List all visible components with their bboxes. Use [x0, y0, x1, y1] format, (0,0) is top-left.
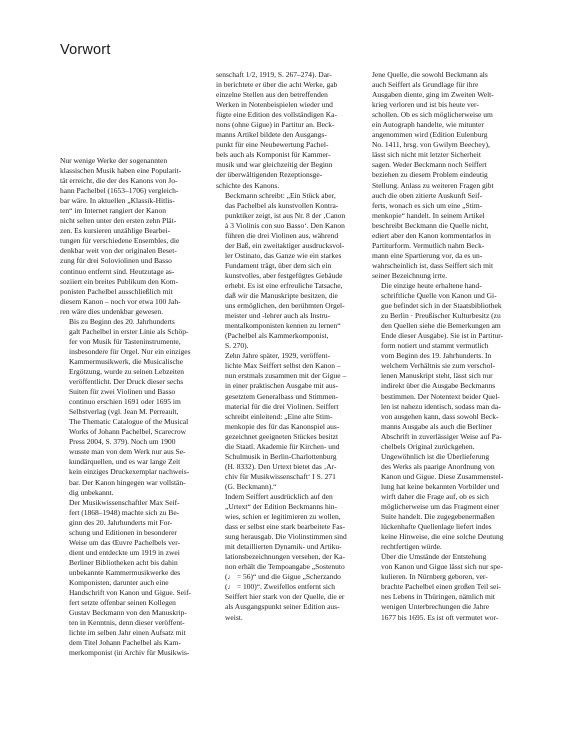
text-line: schreibt einleitend: „Eine alte Stim-: [225, 411, 333, 421]
paragraph: [60, 156, 212, 317]
text-line: material für die drei Violinen. Seiffert: [225, 401, 339, 411]
text-line: bels auch als Komponist für Kammer-: [216, 150, 331, 160]
text-line: S. 270).: [225, 341, 249, 351]
text-line: galt Pachelbel in erster Linie als Schöp-: [69, 326, 189, 336]
text-line: tungen für verschiedene Ensembles, die: [60, 236, 180, 246]
text-line: chelbels Original zurückgehen.: [381, 441, 475, 451]
text-line: schriftliche Quelle von Kanon und Gi-: [381, 291, 497, 301]
text-line: punkt für eine Neubewertung Pachel-: [216, 140, 329, 150]
text-line: lung hat keine bekannten Vorbilder und: [381, 481, 500, 491]
text-line: musik und war gleichzeitig der Beginn: [216, 160, 333, 170]
paragraph: [216, 492, 368, 623]
text-line: Selbstverlag (vgl. Jean M. Perreault,: [69, 407, 179, 417]
text-line: zen. Es kursieren unzählige Bearbei-: [60, 226, 171, 236]
text-line: form notiert und stammt vermutlich: [381, 341, 489, 351]
text-line: das Pachelbel als kunstvollen Kontra-: [225, 200, 339, 210]
text-line: wenigen Unterbrechungen die Jahre: [381, 602, 490, 612]
text-line: brachte Pachelbel einen großen Teil sei-: [381, 582, 501, 592]
text-line: sagen. Weder Beckmann noch Seiffert: [372, 160, 487, 170]
text-line: nes Lebens in Thüringen, nämlich mit: [381, 592, 496, 602]
text-line: manns Ausgabe als auch die Berliner: [381, 421, 493, 431]
text-line: (Pachelbel als Kammerkomponist,: [225, 331, 329, 341]
text-line: mit detaillierten Dynamik- und Artiku-: [225, 542, 342, 552]
text-line: Bis zu Beginn des 20. Jahrhunderts: [69, 316, 175, 326]
text-line: von ausgehen kann, dass sowohl Beck-: [381, 411, 499, 421]
text-line: Gustav Beckmann von den Manuskrip-: [69, 608, 187, 618]
paragraph: [216, 191, 368, 352]
text-line: punktiker zeigt, ist aus Nr. 8 der ‚Canon: [225, 210, 346, 220]
text-line: „Urtext“ der Edition Beckmanns hin-: [225, 502, 338, 512]
text-line: insbesondere für Orgel. Nur ein einziges: [69, 346, 191, 356]
paragraph: [372, 70, 524, 281]
text-line: bar. Der Kanon hingegen war vollstän-: [69, 477, 186, 487]
text-column-2: [216, 70, 368, 623]
text-line: mann eine Spartierung vor, da es un-: [372, 250, 483, 260]
text-line: Jene Quelle, die sowohl Beckmann als: [372, 70, 488, 79]
text-line: lückenhafte Quellenlage liefert indes: [381, 522, 492, 532]
text-line: Suite handelt. Die zugegebenermaßen: [381, 512, 495, 522]
text-line: seiner Bezeichnung irrte.: [372, 270, 448, 280]
text-line: in einer praktischen Ausgabe mit aus-: [225, 381, 339, 391]
text-line: dem Titel Johann Pachelbel als Kam-: [69, 638, 181, 648]
text-line: ferts, wonach es sich um eine „Stim-: [372, 200, 483, 210]
paragraph: [372, 281, 524, 452]
text-line: fert setzte offenbar seinen Kollegen: [69, 598, 176, 608]
text-line: Abschrift in zuverlässiger Weise auf Pa-: [381, 431, 502, 441]
text-line: meister und -lehrer auch als Instru-: [225, 311, 331, 321]
text-line: möglicherweise um das Fragment einer: [381, 502, 500, 512]
text-line: Über die Umstände der Entstehung: [381, 552, 487, 562]
text-line: gezeichnet geeigneten Stückes besitzt: [225, 431, 339, 441]
text-line: bar wäre. In aktuellen „Klassik-Hitlis-: [60, 196, 175, 206]
text-line: hann Pachelbel (1653–1706) vergleich-: [60, 186, 179, 196]
text-line: krieg verloren und ist bis heute ver-: [372, 100, 479, 110]
text-line: chiv für Musikwissenschaft‘ I S. 271: [225, 471, 336, 481]
text-line: len ist nahezu identisch, sodass man da-: [381, 401, 501, 411]
text-line: dass er selbst eine stark bearbeitete Fas-: [225, 522, 345, 532]
text-line: mentalkomponisten kennen zu lernen“: [225, 321, 341, 331]
text-line: bestimmen. Der Notentext beider Quel-: [381, 391, 500, 401]
text-line: wusste man von dem Werk nur aus Se-: [69, 447, 186, 457]
text-line: beziehen zu diesem Problem eindeutig: [372, 170, 488, 180]
text-line: der überwältigenden Rezeptionsge-: [216, 170, 323, 180]
text-line: Ausgaben diente, ging im Zweiten Welt-: [372, 90, 494, 100]
text-line: wirft daher die Frage auf, ob es sich: [381, 491, 489, 501]
text-line: den Quellen siehe die Bemerkungen am: [381, 321, 501, 331]
text-line: Works of Johann Pachelbel, Scarecrow: [69, 427, 187, 437]
text-line: ponisten Pachelbel ausschließlich mit: [60, 286, 173, 296]
text-line: rechtfertigen würde.: [381, 542, 442, 552]
text-line: klassischen Musik haben eine Popularit-: [60, 166, 182, 176]
text-line: ler Ostinato, das Ganze wie ein starkes: [225, 250, 342, 260]
text-line: fert (1868–1948) machte sich zu Be-: [69, 507, 180, 517]
text-line: Ergötzung, wurde zu seinen Lebzeiten: [69, 366, 185, 376]
text-line: nun erstmals zusammen mit der Gigue –: [225, 371, 347, 381]
text-line: kulieren. In Nürnberg geboren, ver-: [381, 572, 488, 582]
text-line: dig unbekannt.: [69, 487, 114, 497]
text-line: ediert aber den Kanon kommentarlos in: [372, 230, 491, 240]
text-line: veröffentlicht. Der Druck dieser sechs: [69, 377, 184, 387]
text-line: zung für drei Soloviolinen und Basso: [60, 256, 172, 266]
text-line: der Baß, ein zweitaktiger ausdrucksvol-: [225, 240, 345, 250]
text-line: uns ermöglichen, den berühmten Orgel-: [225, 301, 345, 311]
text-line: weist.: [225, 612, 243, 622]
text-line: als Ausgangspunkt seiner Edition aus-: [225, 602, 340, 612]
text-line: (♩ = 56)“ und die Gigue „Scherzando: [225, 572, 341, 582]
text-line: Zehn Jahre später, 1929, veröffent-: [225, 351, 330, 361]
text-line: ein Autograph handelte, wie mitunter: [372, 120, 484, 130]
paragraph: [60, 498, 212, 659]
text-line: keine Hinweise, die eine solche Deutung: [381, 532, 504, 542]
text-line: continuo entfernt sind. Heutzutage as-: [60, 266, 175, 276]
text-line: ten“ im Internet rangiert der Kanon: [60, 206, 166, 216]
text-line: angenommen wird (Edition Eulenburg: [372, 130, 488, 140]
text-line: wahrscheinlich ist, dass Seiffert sich mit: [372, 260, 494, 270]
paragraph: [372, 452, 524, 552]
text-line: diesem Kanon – noch vor etwa 100 Jah-: [60, 296, 181, 306]
text-line: lenen Manuskript steht, lässt sich nur: [381, 371, 493, 381]
text-line: daß wir die Manuskripte besitzen, die: [225, 291, 338, 301]
text-line: Partiturform. Vermutlich nahm Beck-: [372, 240, 485, 250]
text-line: gesetztem Generalbass und Stimmen-: [225, 391, 339, 401]
text-line: fer von Musik für Tasteninstrumente,: [69, 336, 181, 346]
text-line: fügte eine Edition des vollständigen Ka-: [216, 110, 338, 120]
text-line: (♩ = 100)“. Zweifellos entfernt sich: [225, 582, 336, 592]
text-line: erhebt. Es ist eine erfreuliche Tatsache,: [225, 280, 343, 290]
text-line: kunstvolles, aber festgefügtes Gebäude: [225, 270, 343, 280]
text-line: Komponisten, darunter auch eine: [69, 577, 169, 587]
text-line: lässt sich nicht mit letzter Sicherheit: [372, 150, 481, 160]
text-line: Indem Seiffert ausdrücklich auf den: [225, 491, 333, 501]
text-line: Seiffert hier stark von der Quelle, die er: [225, 592, 345, 602]
text-line: manns Artikel bildete den Ausgangs-: [216, 130, 327, 140]
text-line: führen die drei Violinen aus, während: [225, 230, 339, 240]
text-line: schichte des Kanons.: [216, 180, 280, 190]
paragraph: [216, 351, 368, 492]
text-line: auch Seiffert als Grundlage für ihre: [372, 80, 479, 90]
text-line: in berichtete er über die acht Werke, gab: [216, 80, 338, 90]
text-line: ten in Kenntnis, denn dieser veröffent-: [69, 618, 185, 628]
text-line: schung und Editionen in besonderer: [69, 527, 177, 537]
text-line: menkopie des für das Kanonspiel aus-: [225, 421, 340, 431]
text-line: auch die oben zitierte Auskunft Seif-: [372, 190, 483, 200]
text-line: ren wäre dies undenkbar gewesen.: [60, 306, 164, 316]
text-line: Der Musikwissenschaftler Max Seif-: [69, 497, 180, 507]
text-line: denkbar weit von der originalen Beset-: [60, 246, 177, 256]
text-line: à 3 Violinis con suo Basso‘. Den Kanon: [225, 220, 345, 230]
text-line: kein einziges Druckexemplar nachweis-: [69, 467, 190, 477]
text-line: dient und entdeckte um 1919 in zwei: [69, 547, 180, 557]
text-line: The Thematic Catalogue of the Musical: [69, 417, 189, 427]
text-line: einzelne Stellen aus den betreffenden: [216, 90, 328, 100]
text-line: Kammermusikwerk, die Musicalische: [69, 356, 183, 366]
text-line: (H. 8332). Den Urtext bietet das ‚Ar-: [225, 461, 337, 471]
text-line: beschreibt Beckmann die Quelle nicht,: [372, 220, 489, 230]
text-line: welchem Verhältnis sie zum verschol-: [381, 361, 495, 371]
text-line: soziiert ein breites Publikum den Kom-: [60, 276, 179, 286]
text-line: kundärquellen, und es war lange Zeit: [69, 457, 181, 467]
text-line: Werken in Notenbeispielen wieder und: [216, 100, 333, 110]
text-column-3: [372, 70, 524, 623]
text-line: vom Beginn des 19. Jahrhunderts. In: [381, 351, 492, 361]
page-title: Vorwort: [60, 42, 111, 58]
text-column-1: [60, 156, 212, 658]
text-line: nons (ohne Gigue) in Partitur an. Beck-: [216, 120, 335, 130]
text-line: gue befindet sich in der Staatsbibliothek: [381, 301, 502, 311]
text-line: sung herausgab. Die Violinstimmen sind: [225, 532, 347, 542]
text-line: des Werks als paarige Anordnung von: [381, 461, 495, 471]
text-line: schollen. Ob es sich möglicherweise um: [372, 110, 493, 120]
text-line: Schulmusik in Berlin-Charlottenburg: [225, 451, 337, 461]
text-line: senschaft 1/2, 1919, S. 267–274). Dar-: [216, 70, 332, 79]
paragraph: [216, 70, 368, 191]
text-line: indirekt über die Ausgabe Beckmanns: [381, 381, 496, 391]
text-line: Weise um das Œuvre Pachelbels ver-: [69, 537, 181, 547]
text-line: lichte Max Seiffert selbst den Kanon –: [225, 361, 341, 371]
text-line: Suiten für zwei Violinen und Basso: [69, 387, 176, 397]
text-line: Kanon und Gigue. Diese Zusammenstel-: [381, 471, 504, 481]
text-line: tät erreicht, die der des Kanons von Jo-: [60, 176, 178, 186]
text-line: nicht selten unter den ersten zehn Plät-: [60, 216, 177, 226]
text-line: lichte im selben Jahr einen Aufsatz mit: [69, 628, 186, 638]
text-line: die Staatl. Akademie für Kirchen- und: [225, 441, 340, 451]
text-line: zu Berlin · Preußischer Kulturbesitz (zu: [381, 311, 501, 321]
text-line: Beckmann schreibt: „Ein Stück aber,: [225, 190, 336, 200]
text-line: continuo erschien 1691 oder 1695 im: [69, 397, 181, 407]
text-line: ginn des 20. Jahrhunderts mit For-: [69, 517, 173, 527]
text-line: Fundament trägt, über dem sich ein: [225, 260, 332, 270]
text-line: merkomponist (in Archiv für Musikwis-: [69, 648, 190, 658]
text-line: No. 1411, hrsg. von Gwilym Beechey),: [372, 140, 490, 150]
text-line: Die einzige heute erhaltene hand-: [381, 280, 482, 290]
text-line: lationsbezeichnungen versehen, der Ka-: [225, 552, 345, 562]
text-line: wies, schien er legitimieren zu wollen,: [225, 512, 341, 522]
text-line: unbekannte Kammermusikwerke des: [69, 567, 181, 577]
text-line: Berliner Bibliotheken acht bis dahin: [69, 557, 178, 567]
paragraph: [372, 552, 524, 622]
text-line: (G. Beckmann).“: [225, 481, 277, 491]
text-line: Ende dieser Ausgabe). Sie ist in Partitur-: [381, 331, 504, 341]
text-line: Stellung. Anlass zu weiteren Fragen gibt: [372, 180, 494, 190]
text-line: Press 2004, S. 379). Noch um 1900: [69, 437, 176, 447]
text-line: Nur wenige Werke der sogenannten: [60, 156, 168, 165]
text-line: 1677 bis 1695. Es ist oft vermutet wor-: [381, 612, 499, 622]
text-line: non erhält die Tempoangabe „Sostenuto: [225, 562, 345, 572]
text-line: von Kanon und Gigue lässt sich nur spe-: [381, 562, 503, 572]
text-line: Handschrift von Kanon und Gigue. Seif-: [69, 588, 192, 598]
text-line: menkopie“ handelt. In seinem Artikel: [372, 210, 485, 220]
text-line: Ungewöhnlich ist die Überlieferung: [381, 451, 490, 461]
paragraph: [60, 317, 212, 498]
